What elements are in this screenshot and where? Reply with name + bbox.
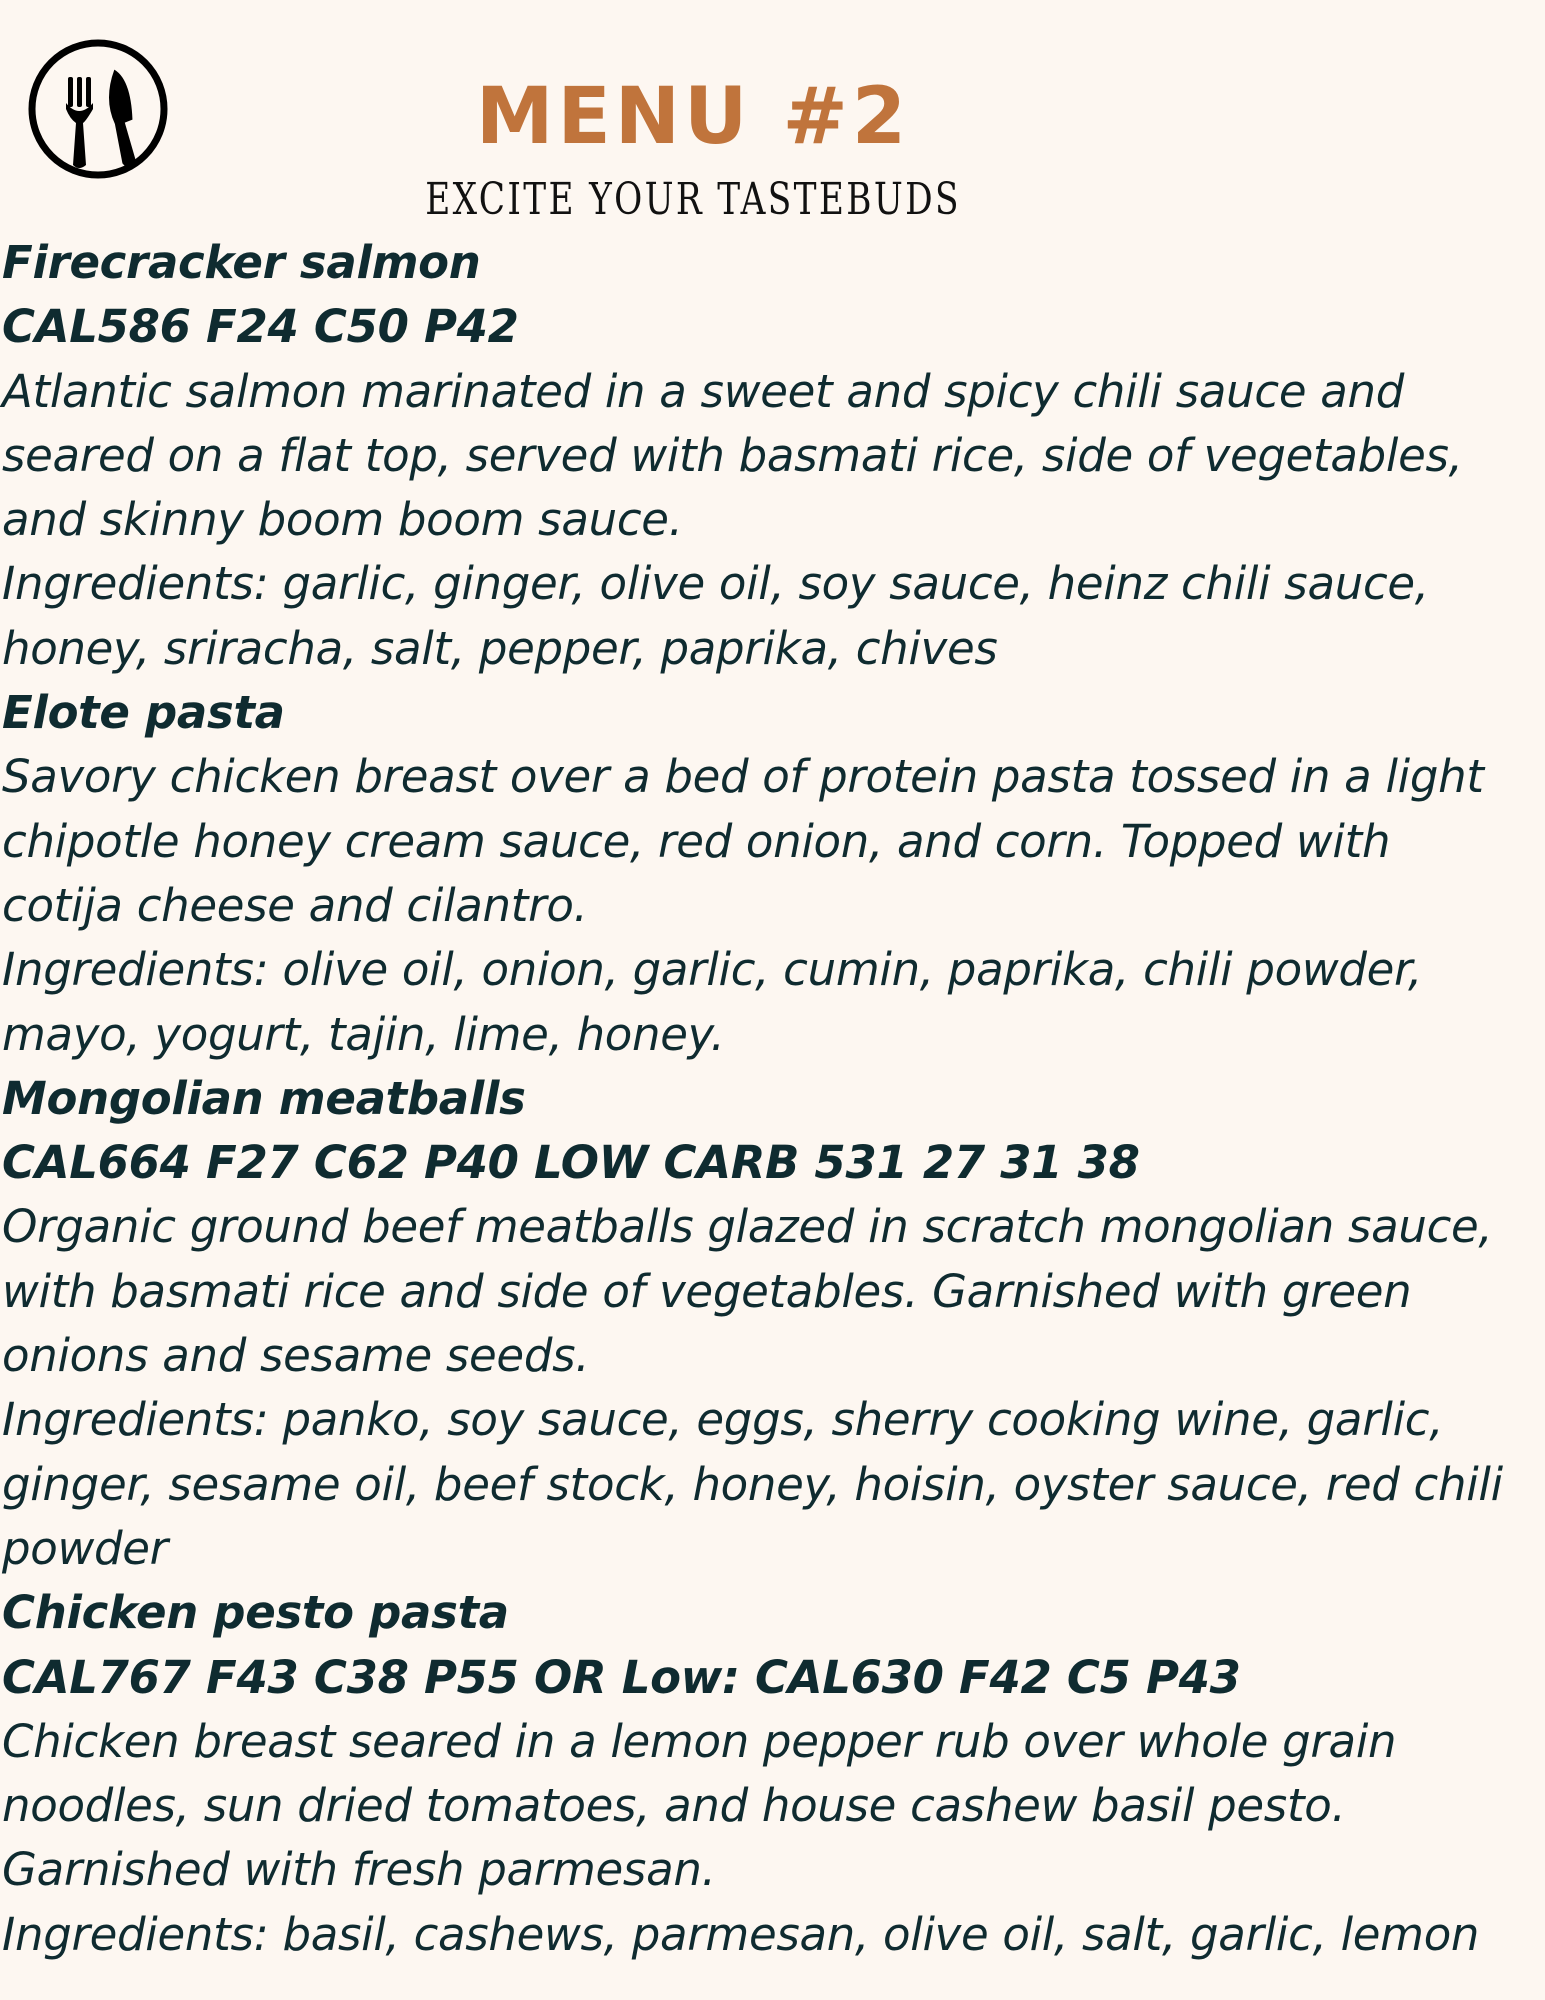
- menu-item-description-line: Chicken breast seared in a lemon pepper rub over whole grain: [2, 1714, 1397, 1768]
- menu-item-ingredients-line: Ingredients: garlic, ginger, olive oil, soy sauce, heinz chili sauce,: [2, 557, 1429, 611]
- menu-item-ingredients-line: mayo, yogurt, tajin, lime, honey.: [2, 1007, 725, 1061]
- menu-item-description-line: Atlantic salmon marinated in a sweet and spicy chili sauce and: [2, 364, 1404, 418]
- menu-item-macros: CAL767 F43 C38 P55 OR Low: CAL630 F42 C5 P43: [2, 1650, 1241, 1704]
- menu-item-description-line: and skinny boom boom sauce.: [2, 493, 683, 547]
- menu-item: [2, 1581, 1542, 1967]
- menu-item-name: Elote pasta: [2, 686, 285, 740]
- menu-item-name: Mongolian meatballs: [2, 1071, 526, 1125]
- menu-title: MENU #2: [475, 72, 911, 162]
- menu-item-description-line: seared on a flat top, served with basmati rice, side of vegetables,: [2, 428, 1463, 482]
- menu-header: [0, 72, 1386, 162]
- menu-items: [2, 231, 1542, 1967]
- menu-item-name: Chicken pesto pasta: [2, 1586, 509, 1640]
- menu-item-ingredients-line: Ingredients: panko, soy sauce, eggs, sherry cooking wine, garlic,: [2, 1393, 1444, 1447]
- menu-item: [2, 231, 1542, 681]
- menu-tagline: EXCITE YOUR TASTEBUDS: [425, 174, 961, 225]
- menu-item-ingredients-line: powder: [2, 1521, 168, 1575]
- menu-item-description-line: noodles, sun dried tomatoes, and house cashew basil pesto.: [2, 1779, 1346, 1833]
- menu-item-ingredients-line: ginger, sesame oil, beef stock, honey, hoisin, oyster sauce, red chili: [2, 1457, 1503, 1511]
- menu-item-ingredients-line: honey, sriracha, salt, pepper, paprika, chives: [2, 621, 998, 675]
- menu-item: [2, 1067, 1542, 1581]
- menu-item-macros: CAL664 F27 C62 P40 LOW CARB 531 27 31 38: [2, 1136, 1140, 1190]
- menu-item-name: Firecracker salmon: [2, 236, 481, 289]
- menu-item-description-line: chipotle honey cream sauce, red onion, and corn. Topped with: [2, 814, 1391, 868]
- menu-item-description-line: with basmati rice and side of vegetables. Garnished with green: [2, 1264, 1412, 1318]
- menu-item-description-line: Garnished with fresh parmesan.: [2, 1843, 716, 1897]
- menu-item-description-line: onions and sesame seeds.: [2, 1329, 590, 1383]
- menu-item-ingredients-line: Ingredients: basil, cashews, parmesan, olive oil, salt, garlic, lemon: [2, 1907, 1480, 1961]
- menu-item-ingredients-line: Ingredients: olive oil, onion, garlic, cumin, paprika, chili powder,: [2, 943, 1423, 997]
- menu-item-macros: CAL586 F24 C50 P42: [2, 300, 519, 354]
- menu-item-description-line: Organic ground beef meatballs glazed in scratch mongolian sauce,: [2, 1200, 1493, 1254]
- menu-item-description-line: Savory chicken breast over a bed of protein pasta tossed in a light: [2, 750, 1484, 804]
- menu-item-description-line: cotija cheese and cilantro.: [2, 878, 588, 932]
- menu-item: [2, 681, 1542, 1067]
